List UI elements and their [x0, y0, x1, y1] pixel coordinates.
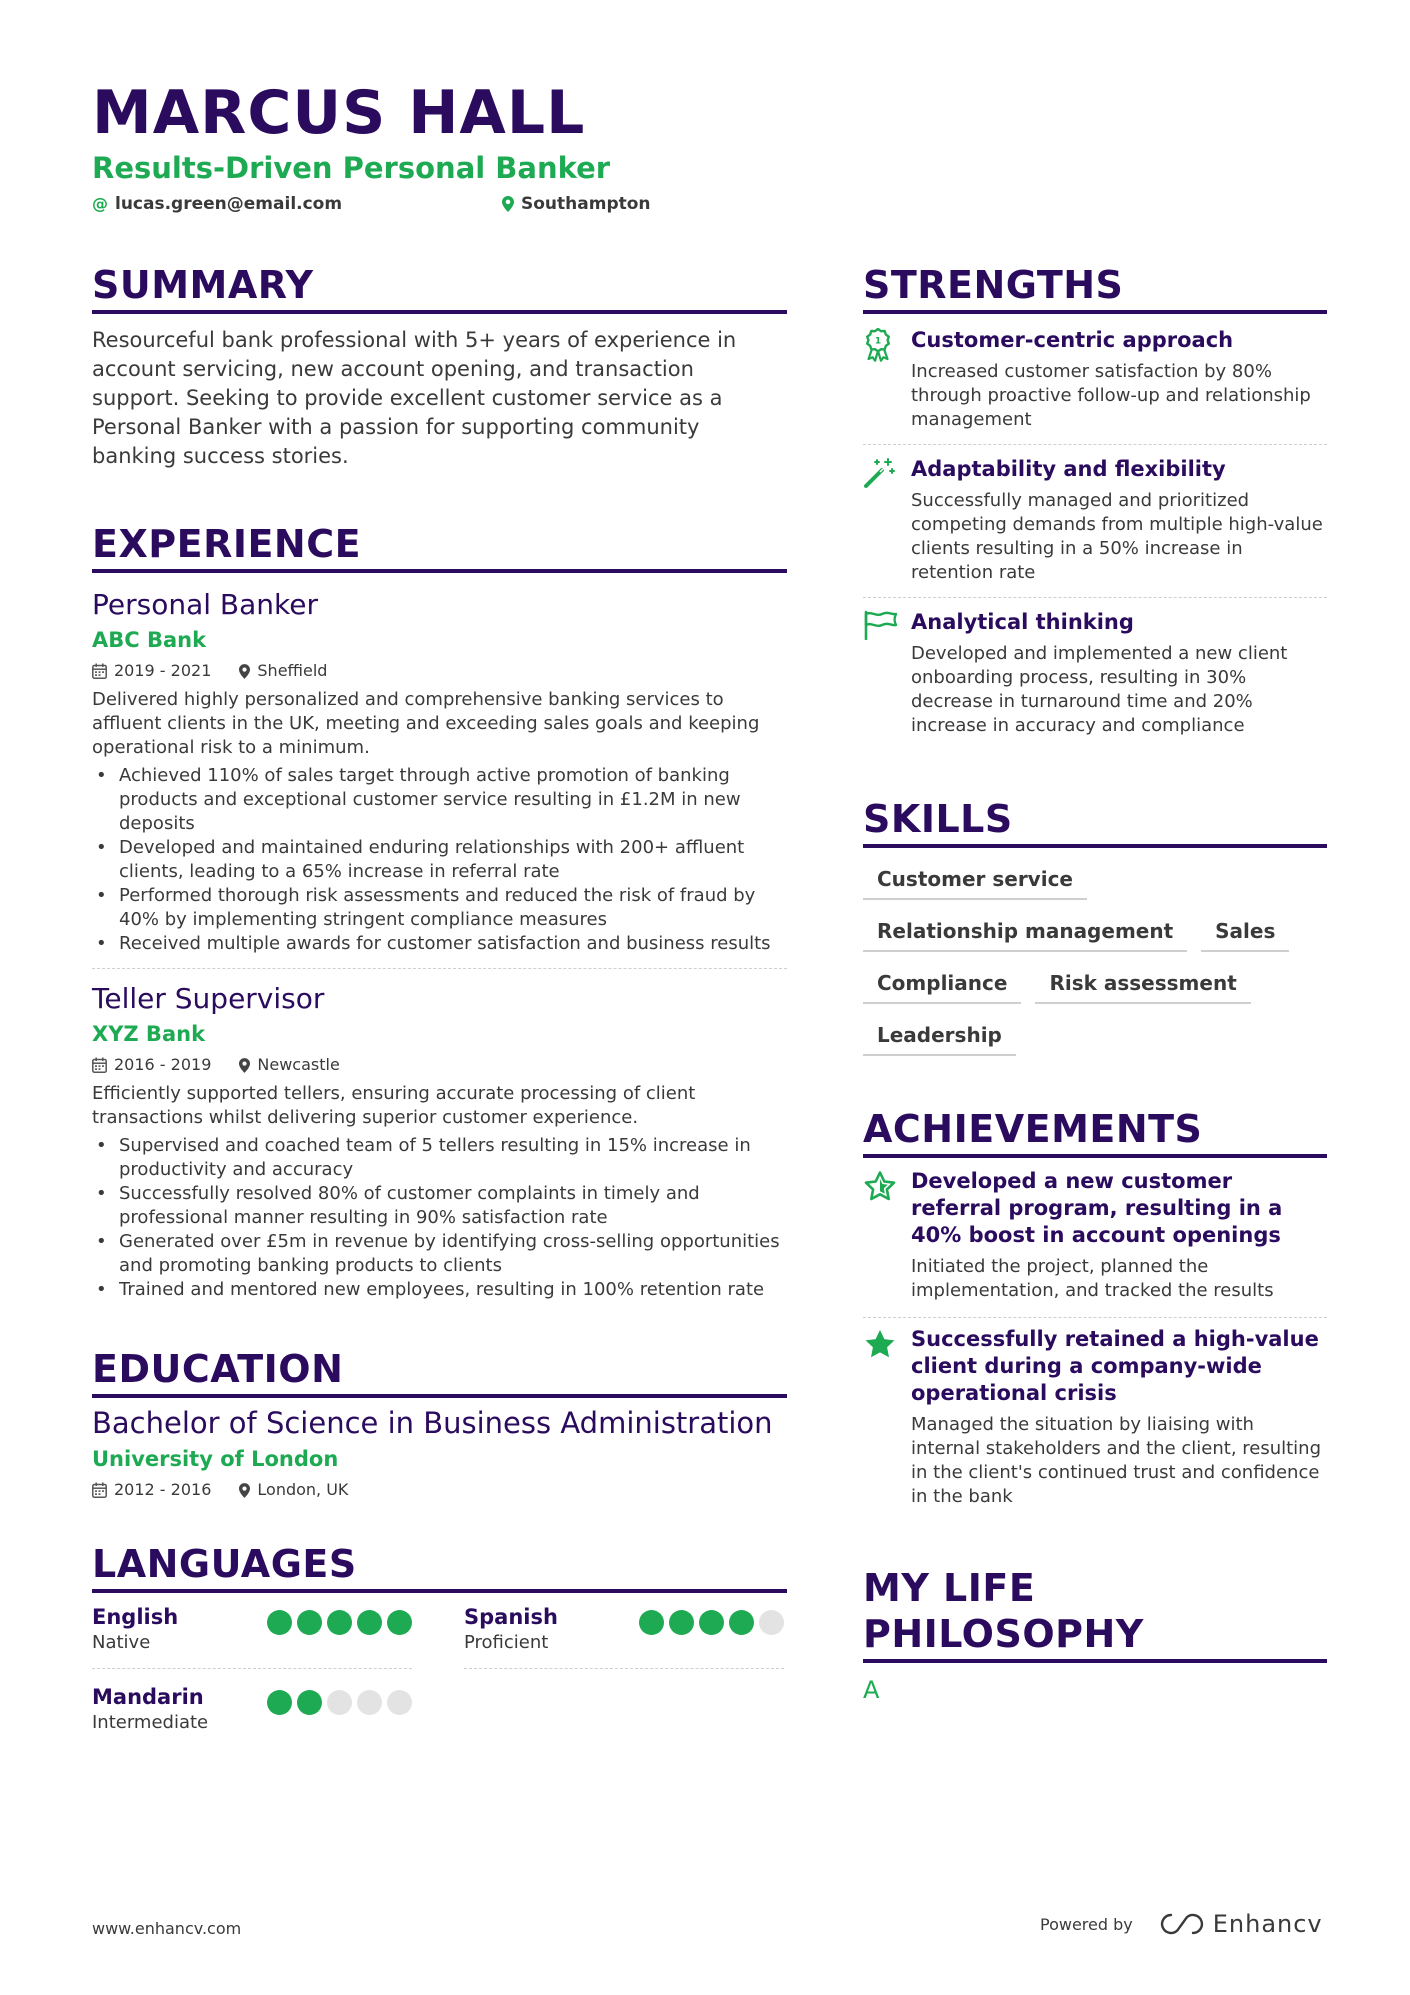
- languages-list: [92, 1597, 787, 1749]
- strength-item: [863, 598, 1327, 750]
- experience-section: [92, 521, 787, 1302]
- footer-website[interactable]: www.enhancv.com: [92, 1919, 242, 1938]
- rating-dot-filled: [699, 1610, 724, 1635]
- location-pin-icon: [239, 1058, 250, 1073]
- dates-text: 2012 - 2016: [114, 1480, 212, 1499]
- bullet-item: • Received multiple awards for customer satisfaction and business results: [92, 932, 787, 956]
- language-level: Intermediate: [92, 1712, 209, 1733]
- calendar-icon: [92, 1057, 107, 1073]
- dates-text: 2016 - 2019: [114, 1055, 212, 1074]
- dates-text: 2019 - 2021: [114, 661, 212, 680]
- education-dates: [92, 1479, 211, 1501]
- company-name: XYZ Bank: [92, 1022, 206, 1046]
- rating-dot-empty: [759, 1610, 784, 1635]
- job-location: [239, 660, 327, 682]
- strength-title: Customer-centric approach: [911, 328, 1234, 352]
- bullet-item: • Generated over £5m in revenue by identifying cross-selling opportunities and promoting banking products to clients: [92, 1230, 787, 1278]
- philosophy-title: MY LIFE PHILOSOPHY: [863, 1565, 1327, 1663]
- skill-tag: Relationship management: [863, 918, 1187, 952]
- location-pin-icon: [239, 1483, 250, 1498]
- bullet-item: • Performed thorough risk assessments and reduced the risk of fraud by 40% by implementing stringent compliance measures: [92, 884, 787, 932]
- job-bullets: [92, 764, 787, 956]
- flag-icon: [863, 608, 911, 738]
- education-title: EDUCATION: [92, 1346, 787, 1398]
- job-description: Delivered highly personalized and comprehensive banking services to affluent clients in the UK, meeting and exceeding sales goals and keeping operational risk to a minimum.: [92, 689, 760, 758]
- achievement-item: [863, 1160, 1327, 1318]
- languages-section: [92, 1541, 787, 1749]
- location-text: London, UK: [257, 1480, 349, 1499]
- strengths-title: STRENGTHS: [863, 262, 1327, 314]
- achievement-description: Managed the situation by liaising with internal stakeholders and the client, resulting in the client's continued trust and confidence in the bank: [911, 1414, 1322, 1507]
- language-name: Mandarin: [92, 1685, 204, 1709]
- strengths-section: [863, 262, 1327, 750]
- strength-description: Increased customer satisfaction by 80% through proactive follow-up and relationship management: [911, 361, 1311, 430]
- job-dates: [92, 1054, 211, 1076]
- rating-dot-filled: [297, 1610, 322, 1635]
- bullet-item: • Successfully resolved 80% of customer complaints in timely and professional manner resulting in 90% satisfaction rate: [92, 1182, 787, 1230]
- language-level: Native: [92, 1632, 151, 1653]
- email-text: lucas.green@email.com: [115, 194, 343, 214]
- philosophy-section: [863, 1565, 1327, 1705]
- skill-tag: Leadership: [863, 1022, 1016, 1056]
- rating-dot-filled: [729, 1610, 754, 1635]
- degree-title: Bachelor of Science in Business Administration: [92, 1406, 773, 1440]
- company-name: ABC Bank: [92, 628, 207, 652]
- rating-dot-empty: [387, 1690, 412, 1715]
- achievement-title: Successfully retained a high-value client during a company-wide operational crisis: [911, 1327, 1319, 1405]
- job-meta: [92, 1054, 787, 1076]
- strength-title: Adaptability and flexibility: [911, 457, 1226, 481]
- achievement-description: Initiated the project, planned the implementation, and tracked the results: [911, 1256, 1274, 1301]
- divider: [92, 968, 787, 969]
- location-pin-icon: [502, 196, 514, 212]
- job-title: Teller Supervisor: [92, 982, 325, 1015]
- skills-list: [863, 866, 1327, 1056]
- strength-item: [863, 445, 1327, 598]
- job-entry: [92, 981, 787, 1302]
- contact-location: [502, 193, 651, 215]
- rating-dot-empty: [357, 1690, 382, 1715]
- star-filled-icon: [863, 1326, 911, 1509]
- contact-email[interactable]: [92, 193, 342, 215]
- skill-tag: Sales: [1201, 918, 1289, 952]
- at-icon: @: [92, 194, 108, 213]
- location-text: Sheffield: [257, 661, 328, 680]
- skills-section: [863, 796, 1327, 1056]
- language-rating: [267, 1610, 412, 1635]
- bullet-item: • Achieved 110% of sales target through active promotion of banking products and exceptional customer service resulting in £1.2M in new deposits: [92, 764, 787, 836]
- achievements-title: ACHIEVEMENTS: [863, 1106, 1327, 1158]
- achievement-title: Developed a new customer referral program, resulting in a 40% boost in account openings: [911, 1169, 1283, 1247]
- star-outline-icon: [863, 1168, 911, 1303]
- job-description: Efficiently supported tellers, ensuring accurate processing of client transactions whilst delivering superior customer experience.: [92, 1083, 696, 1128]
- skill-tag: Customer service: [863, 866, 1087, 900]
- magic-wand-icon: [863, 455, 911, 585]
- rating-dot-filled: [639, 1610, 664, 1635]
- rating-dot-filled: [669, 1610, 694, 1635]
- strength-description: Developed and implemented a new client onboarding process, resulting in 30% decrease in turnaround time and 20% increase in accuracy and compliance: [911, 643, 1288, 736]
- calendar-icon: [92, 663, 107, 679]
- language-name: English: [92, 1605, 179, 1629]
- footer-brand[interactable]: [1040, 1910, 1323, 1938]
- job-location: [239, 1054, 339, 1076]
- strength-title: Analytical thinking: [911, 610, 1134, 634]
- candidate-role: Results-Driven Personal Banker: [92, 151, 611, 185]
- job-dates: [92, 660, 211, 682]
- achievements-section: [863, 1106, 1327, 1523]
- svg-text:1: 1: [874, 336, 882, 347]
- strength-description: Successfully managed and prioritized competing demands from multiple high-value clients resulting in a 50% increase in retention rate: [911, 490, 1323, 583]
- left-column: [92, 262, 787, 1749]
- rating-dot-empty: [327, 1690, 352, 1715]
- school-name: University of London: [92, 1447, 339, 1471]
- summary-text: Resourceful bank professional with 5+ years of experience in account servicing, new account opening, and transaction support. Seeking to provide excellent customer service as a Personal Banker with a passion for supporting community banking success stories.: [92, 328, 737, 468]
- location-pin-icon: [239, 664, 250, 679]
- rating-dot-filled: [297, 1690, 322, 1715]
- rating-dot-filled: [267, 1690, 292, 1715]
- language-item: [464, 1599, 784, 1669]
- right-column: [863, 262, 1327, 1705]
- philosophy-text: A: [863, 1676, 880, 1704]
- language-item: [92, 1599, 412, 1669]
- skills-title: SKILLS: [863, 796, 1327, 848]
- bullet-item: • Trained and mentored new employees, resulting in 100% retention rate: [92, 1278, 787, 1302]
- job-title: Personal Banker: [92, 588, 318, 621]
- language-rating: [639, 1610, 784, 1635]
- achievement-item: [863, 1318, 1327, 1523]
- languages-title: LANGUAGES: [92, 1541, 787, 1593]
- rating-dot-filled: [357, 1610, 382, 1635]
- rating-dot-filled: [387, 1610, 412, 1635]
- strength-item: [863, 316, 1327, 445]
- calendar-icon: [92, 1482, 107, 1498]
- education-meta: [92, 1479, 787, 1501]
- summary-title: SUMMARY: [92, 262, 787, 314]
- award-ribbon-icon: [863, 326, 911, 432]
- brand-logo: [1159, 1910, 1323, 1938]
- experience-title: EXPERIENCE: [92, 521, 787, 573]
- summary-section: [92, 262, 787, 471]
- location-text: Newcastle: [257, 1055, 340, 1074]
- brand-name: Enhancv: [1212, 1910, 1323, 1938]
- language-level: Proficient: [464, 1632, 549, 1653]
- language-rating: [267, 1690, 412, 1715]
- location-text: Southampton: [521, 194, 651, 214]
- education-section: [92, 1346, 787, 1501]
- education-location: [239, 1479, 348, 1501]
- rating-dot-filled: [267, 1610, 292, 1635]
- language-item: [92, 1679, 412, 1749]
- job-bullets: [92, 1134, 787, 1302]
- bullet-item: • Supervised and coached team of 5 tellers resulting in 15% increase in productivity and accuracy: [92, 1134, 787, 1182]
- job-entry: [92, 587, 787, 969]
- candidate-name: MARCUS HALL: [92, 78, 586, 148]
- skill-tag: Compliance: [863, 970, 1021, 1004]
- job-meta: [92, 660, 787, 682]
- bullet-item: • Developed and maintained enduring relationships with 200+ affluent clients, leading to a 65% increase in referral rate: [92, 836, 787, 884]
- powered-by-text: Powered by: [1040, 1914, 1133, 1934]
- rating-dot-filled: [327, 1610, 352, 1635]
- enhancv-logo-icon: [1159, 1912, 1205, 1936]
- language-name: Spanish: [464, 1605, 558, 1629]
- skill-tag: Risk assessment: [1035, 970, 1250, 1004]
